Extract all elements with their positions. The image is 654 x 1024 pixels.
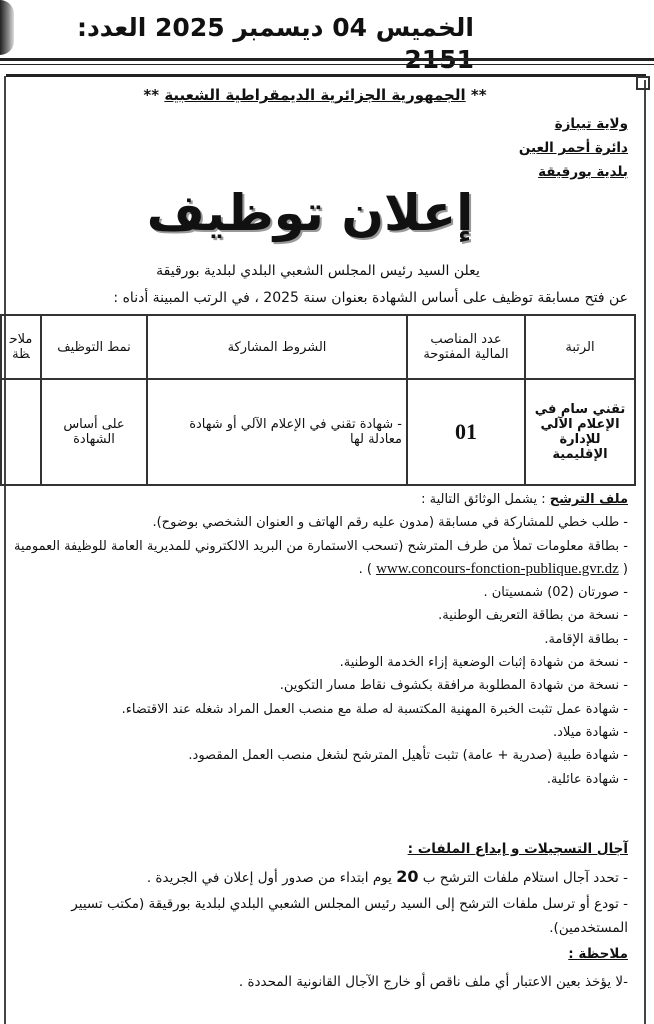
frame-left	[4, 76, 6, 1024]
header-grade: الرتبة	[525, 315, 635, 379]
text: - تحدد آجال استلام ملفات الترشح ب	[422, 870, 628, 886]
cell-positions: 01	[407, 379, 525, 485]
list-item: - صورتان (02) شمسيتان .	[483, 585, 628, 601]
header-positions: عدد المناصب المالية المفتوحة	[407, 315, 525, 379]
note-heading: ملاحظة :	[568, 946, 628, 962]
application-file-section	[8, 488, 628, 791]
list-item: - شهادة عمل تثبت الخبرة المهنية المكتسبة له صلة مع منصب العمل المراد شغله عند الاقتضاء.	[121, 701, 628, 717]
table-row	[1, 379, 635, 485]
list-item: - شهادة عائلية.	[546, 771, 628, 787]
cell-mode: على أساس الشهادة	[41, 379, 147, 485]
divider	[0, 58, 654, 61]
header-note: ملاحظة	[1, 315, 41, 379]
intro-paragraph	[8, 258, 628, 312]
header-mode: نمط التوظيف	[41, 315, 147, 379]
stars: **	[143, 86, 160, 104]
frame-corner-ornament	[636, 76, 650, 90]
administrative-block	[519, 112, 628, 184]
table-header-row	[1, 315, 635, 379]
list-item: - نسخة من شهادة إثبات الوضعية إزاء الخدمة الوطنية.	[339, 655, 628, 671]
list-item: - نسخة من شهادة المطلوبة مرافقة بكشوف نقاط مسار التكوين.	[279, 678, 628, 694]
list-item: - شهادة طبية (صدرية + عامة) تثبت تأهيل المترشح لشغل منصب العمل المقصود.	[188, 748, 628, 764]
cell-conditions: - شهادة تقني في الإعلام الآلي أو شهادة معادلة لها	[147, 379, 407, 485]
deadlines-section	[8, 835, 628, 996]
punctuation: ) .	[358, 561, 372, 577]
section-heading: ملف الترشح	[549, 492, 628, 507]
republic-header	[100, 86, 530, 104]
frame-right	[644, 80, 646, 1024]
list-item: - نسخة من بطاقة التعريف الوطنية.	[438, 608, 628, 624]
announcement-title: إعلان توظيف	[146, 184, 474, 242]
list-item: - بطاقة معلومات تملأ من طرف المترشح (تسحب الاستمارة من البريد الالكتروني للمديرية العامة للوظيفة العمومية (	[14, 538, 628, 577]
section-heading: آجال التسجيلات و إيداع الملفات :	[407, 841, 628, 857]
frame-top	[6, 74, 646, 77]
divider	[0, 64, 654, 65]
cell-note	[1, 379, 41, 485]
section-heading-rest: : يشمل الوثائق التالية :	[421, 492, 546, 507]
wilaya: ولاية تيبازة	[554, 116, 628, 132]
intro-line: يعلن السيد رئيس المجلس الشعبي البلدي لبلدية بورقيقة	[156, 263, 480, 279]
list-item: - شهادة ميلاد.	[553, 724, 628, 740]
cell-grade: تقني سام في الإعلام الآلي للإدارة الإقليمية	[525, 379, 635, 485]
republic-name: الجمهورية الجزائرية الديمقراطية الشعبية	[164, 86, 466, 104]
text: يوم ابتداء من صدور أول إعلان في الجريدة .	[146, 870, 392, 886]
stars: **	[470, 86, 487, 104]
list-item	[8, 863, 628, 892]
daira: دائرة أحمر العين	[518, 140, 628, 156]
positions-table	[0, 314, 636, 486]
note-text: -لا يؤخذ بعين الاعتبار أي ملف ناقص أو خارج الآجال القانونية المحددة .	[238, 974, 628, 990]
newspaper-masthead-date: الخميس 04 ديسمبر 2025 العدد:	[76, 13, 474, 42]
website-link[interactable]: www.concours-fonction-publique.gvr.dz	[376, 560, 619, 577]
list-item: - تودع أو ترسل ملفات الترشح إلى السيد رئيس المجلس الشعبي البلدي لبلدية بورقيقة (مكتب تسيير المستخدمين).	[71, 896, 628, 936]
list-item: - طلب خطي للمشاركة في مسابقة (مدون عليه رقم الهاتف و العنوان الشخصي بوضوح).	[152, 515, 628, 531]
list-item: - بطاقة الإقامة.	[544, 631, 628, 647]
days-count: 20	[396, 867, 419, 886]
header-conditions: الشروط المشاركة	[147, 315, 407, 379]
intro-line: عن فتح مسابقة توظيف على أساس الشهادة بعنوان سنة 2025 ، في الرتب المبينة أدناه :	[113, 290, 628, 306]
commune: بلدية بورقيقة	[538, 164, 628, 180]
